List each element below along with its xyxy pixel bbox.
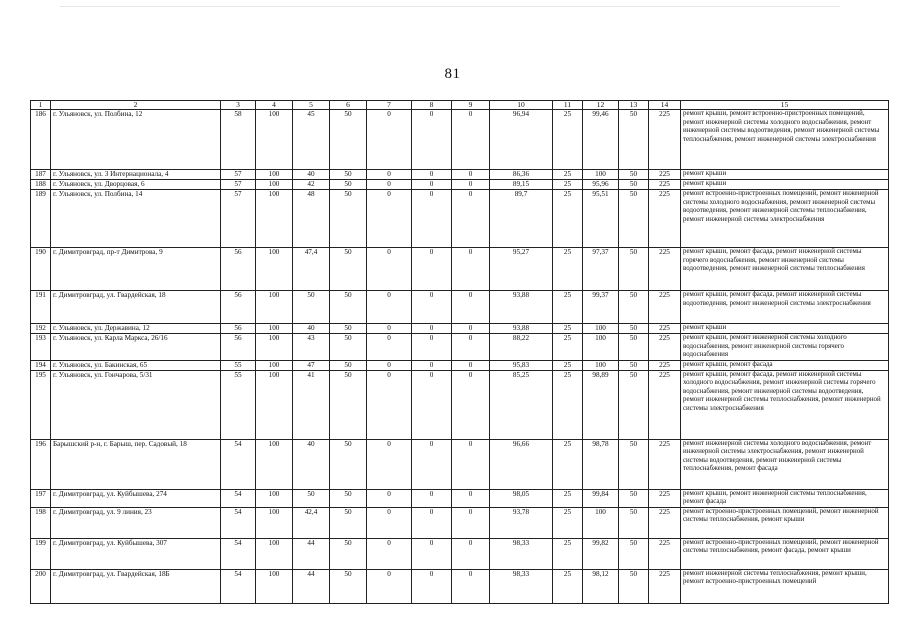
cell-c14: 225 [649, 334, 681, 361]
cell-c10: 93,88 [490, 291, 553, 324]
cell-c11: 25 [553, 360, 583, 370]
cell-c7: 0 [367, 248, 412, 291]
cell-c7: 0 [367, 324, 412, 334]
cell-c7: 0 [367, 538, 412, 569]
cell-c11: 25 [553, 538, 583, 569]
cell-c4: 100 [256, 170, 293, 180]
table-row [31, 439, 889, 489]
cell-c8: 0 [412, 248, 452, 291]
table-row [31, 507, 889, 538]
cell-c8: 0 [412, 324, 452, 334]
row-number-cell: 198 [31, 507, 51, 538]
table-row [31, 110, 889, 170]
address-cell: г. Димитровград, ул. Гвардейская, 18 [51, 291, 221, 324]
cell-c12: 100 [583, 360, 619, 370]
cell-c8: 0 [412, 538, 452, 569]
cell-c7: 0 [367, 110, 412, 170]
cell-c14: 225 [649, 110, 681, 170]
cell-c3: 56 [221, 334, 256, 361]
column-header-7: 7 [367, 101, 412, 110]
cell-c10: 89,7 [490, 190, 553, 248]
cell-c11: 25 [553, 180, 583, 190]
cell-c4: 100 [256, 439, 293, 489]
address-cell: г. Димитровград, ул. Куйбышева, 274 [51, 489, 221, 507]
cell-c5: 48 [293, 190, 330, 248]
work-types-cell: ремонт встроенно-пристроенных помещений, ремонт инженерной системы теплоснабжения, ремонт крыши [681, 507, 889, 538]
address-cell: г. Димитровград, ул. Гвардейская, 18Б [51, 569, 221, 603]
cell-c11: 25 [553, 291, 583, 324]
cell-c6: 50 [330, 170, 367, 180]
cell-c9: 0 [452, 538, 490, 569]
cell-c6: 50 [330, 439, 367, 489]
work-types-cell: ремонт крыши [681, 180, 889, 190]
cell-c9: 0 [452, 439, 490, 489]
cell-c13: 50 [619, 110, 649, 170]
cell-c12: 99,84 [583, 489, 619, 507]
cell-c13: 50 [619, 170, 649, 180]
cell-c3: 54 [221, 439, 256, 489]
cell-c4: 100 [256, 489, 293, 507]
cell-c9: 0 [452, 180, 490, 190]
column-header-9: 9 [452, 101, 490, 110]
cell-c4: 100 [256, 370, 293, 439]
cell-c3: 54 [221, 507, 256, 538]
cell-c6: 50 [330, 370, 367, 439]
column-header-2: 2 [51, 101, 221, 110]
cell-c12: 99,37 [583, 291, 619, 324]
row-number-cell: 189 [31, 190, 51, 248]
cell-c11: 25 [553, 439, 583, 489]
cell-c12: 100 [583, 507, 619, 538]
cell-c3: 54 [221, 538, 256, 569]
cell-c7: 0 [367, 569, 412, 603]
cell-c8: 0 [412, 569, 452, 603]
cell-c8: 0 [412, 370, 452, 439]
cell-c12: 95,51 [583, 190, 619, 248]
cell-c6: 50 [330, 291, 367, 324]
cell-c3: 56 [221, 324, 256, 334]
cell-c8: 0 [412, 190, 452, 248]
cell-c12: 100 [583, 334, 619, 361]
table-row [31, 324, 889, 334]
row-number-cell: 195 [31, 370, 51, 439]
cell-c4: 100 [256, 360, 293, 370]
cell-c7: 0 [367, 507, 412, 538]
cell-c9: 0 [452, 324, 490, 334]
cell-c4: 100 [256, 110, 293, 170]
work-types-cell: ремонт крыши, ремонт встроенно-пристроенных помещений, ремонт инженерной системы холодного водоснабжения, ремонт инженерной системы водоотведения, ремонт инженерной системы теплоснабжения, ремонт инженерной системы электроснабжения [681, 110, 889, 170]
cell-c7: 0 [367, 334, 412, 361]
cell-c6: 50 [330, 489, 367, 507]
cell-c9: 0 [452, 170, 490, 180]
cell-c4: 100 [256, 334, 293, 361]
row-number-cell: 193 [31, 334, 51, 361]
cell-c5: 44 [293, 569, 330, 603]
row-number-cell: 200 [31, 569, 51, 603]
column-header-6: 6 [330, 101, 367, 110]
cell-c14: 225 [649, 360, 681, 370]
table-row [31, 489, 889, 507]
cell-c3: 57 [221, 180, 256, 190]
repair-program-table [30, 100, 889, 604]
cell-c9: 0 [452, 334, 490, 361]
cell-c13: 50 [619, 324, 649, 334]
address-cell: г. Димитровград, пр-т Димитрова, 9 [51, 248, 221, 291]
cell-c8: 0 [412, 489, 452, 507]
cell-c7: 0 [367, 360, 412, 370]
cell-c9: 0 [452, 110, 490, 170]
cell-c11: 25 [553, 110, 583, 170]
column-header-15: 15 [681, 101, 889, 110]
cell-c3: 56 [221, 248, 256, 291]
row-number-cell: 196 [31, 439, 51, 489]
cell-c9: 0 [452, 291, 490, 324]
cell-c12: 95,96 [583, 180, 619, 190]
column-header-11: 11 [553, 101, 583, 110]
cell-c5: 45 [293, 110, 330, 170]
cell-c13: 50 [619, 291, 649, 324]
cell-c13: 50 [619, 370, 649, 439]
cell-c4: 100 [256, 324, 293, 334]
cell-c4: 100 [256, 507, 293, 538]
column-header-13: 13 [619, 101, 649, 110]
address-cell: г. Ульяновск, ул. Гончарова, 5/31 [51, 370, 221, 439]
cell-c6: 50 [330, 538, 367, 569]
cell-c10: 93,88 [490, 324, 553, 334]
cell-c7: 0 [367, 180, 412, 190]
cell-c3: 55 [221, 370, 256, 439]
row-number-cell: 190 [31, 248, 51, 291]
cell-c7: 0 [367, 370, 412, 439]
cell-c10: 85,25 [490, 370, 553, 439]
column-header-14: 14 [649, 101, 681, 110]
cell-c9: 0 [452, 370, 490, 439]
cell-c11: 25 [553, 489, 583, 507]
cell-c5: 47,4 [293, 248, 330, 291]
cell-c9: 0 [452, 190, 490, 248]
address-cell: г. Ульяновск, ул. 3 Интернационала, 4 [51, 170, 221, 180]
work-types-cell: ремонт крыши, ремонт инженерной системы теплоснабжения, ремонт фасада [681, 489, 889, 507]
column-header-4: 4 [256, 101, 293, 110]
cell-c13: 50 [619, 507, 649, 538]
cell-c8: 0 [412, 360, 452, 370]
cell-c10: 88,22 [490, 334, 553, 361]
cell-c5: 43 [293, 334, 330, 361]
cell-c6: 50 [330, 507, 367, 538]
address-cell: г. Димитровград, ул. 9 линия, 23 [51, 507, 221, 538]
work-types-cell: ремонт крыши, ремонт фасада, ремонт инженерной системы холодного водоснабжения, ремонт инженерной системы горячего водоснабжения, ремонт инженерной системы водоотведения, ремонт инженерной системы теплоснабжения, ремонт инженерной системы электроснабжения [681, 370, 889, 439]
cell-c6: 50 [330, 334, 367, 361]
cell-c12: 98,89 [583, 370, 619, 439]
cell-c13: 50 [619, 360, 649, 370]
cell-c12: 99,82 [583, 538, 619, 569]
cell-c12: 99,46 [583, 110, 619, 170]
cell-c12: 100 [583, 324, 619, 334]
cell-c5: 47 [293, 360, 330, 370]
cell-c8: 0 [412, 180, 452, 190]
cell-c5: 40 [293, 324, 330, 334]
cell-c5: 42,4 [293, 507, 330, 538]
row-number-cell: 186 [31, 110, 51, 170]
cell-c9: 0 [452, 569, 490, 603]
row-number-cell: 197 [31, 489, 51, 507]
cell-c8: 0 [412, 439, 452, 489]
cell-c3: 55 [221, 360, 256, 370]
cell-c14: 225 [649, 489, 681, 507]
cell-c14: 225 [649, 248, 681, 291]
cell-c7: 0 [367, 489, 412, 507]
cell-c12: 97,37 [583, 248, 619, 291]
cell-c10: 95,27 [490, 248, 553, 291]
table-row [31, 360, 889, 370]
cell-c14: 225 [649, 190, 681, 248]
cell-c11: 25 [553, 170, 583, 180]
work-types-cell: ремонт крыши, ремонт фасада [681, 360, 889, 370]
cell-c14: 225 [649, 507, 681, 538]
work-types-cell: ремонт инженерной системы холодного водоснабжения, ремонт инженерной системы электроснабжения, ремонт инженерной системы водоотведения, ремонт инженерной системы теплоснабжения, ремонт фасада [681, 439, 889, 489]
page-number: 81 [444, 66, 461, 82]
cell-c6: 50 [330, 110, 367, 170]
table-row [31, 538, 889, 569]
cell-c10: 95,83 [490, 360, 553, 370]
cell-c12: 98,78 [583, 439, 619, 489]
cell-c13: 50 [619, 439, 649, 489]
work-types-cell: ремонт встроенно-пристроенных помещений, ремонт инженерной системы теплоснабжения, ремонт фасада, ремонт крыши [681, 538, 889, 569]
address-cell: Барышский р-н, г. Барыш, пер. Садовый, 18 [51, 439, 221, 489]
table-row [31, 190, 889, 248]
cell-c7: 0 [367, 170, 412, 180]
cell-c9: 0 [452, 248, 490, 291]
address-cell: г. Ульяновск, ул. Полбина, 14 [51, 190, 221, 248]
table-body [31, 110, 889, 604]
cell-c11: 25 [553, 248, 583, 291]
column-header-12: 12 [583, 101, 619, 110]
cell-c13: 50 [619, 334, 649, 361]
cell-c8: 0 [412, 110, 452, 170]
row-number-cell: 199 [31, 538, 51, 569]
cell-c8: 0 [412, 507, 452, 538]
work-types-cell: ремонт крыши, ремонт инженерной системы холодного водоснабжения, ремонт инженерной системы горячего водоснабжения [681, 334, 889, 361]
cell-c11: 25 [553, 334, 583, 361]
address-cell: г. Ульяновск, ул. Бакинская, 65 [51, 360, 221, 370]
cell-c5: 44 [293, 538, 330, 569]
cell-c13: 50 [619, 538, 649, 569]
cell-c7: 0 [367, 190, 412, 248]
cell-c4: 100 [256, 569, 293, 603]
cell-c3: 57 [221, 190, 256, 248]
cell-c5: 50 [293, 291, 330, 324]
work-types-cell: ремонт крыши, ремонт фасада, ремонт инженерной системы горячего водоснабжения, ремонт инженерной системы водоотведения, ремонт инженерной системы теплоснабжения [681, 248, 889, 291]
column-header-10: 10 [490, 101, 553, 110]
cell-c13: 50 [619, 180, 649, 190]
cell-c5: 41 [293, 370, 330, 439]
cell-c4: 100 [256, 538, 293, 569]
table-row [31, 170, 889, 180]
cell-c13: 50 [619, 248, 649, 291]
work-types-cell: ремонт крыши, ремонт фасада, ремонт инженерной системы водоотведения, ремонт инженерной системы электроснабжения [681, 291, 889, 324]
cell-c11: 25 [553, 507, 583, 538]
cell-c6: 50 [330, 190, 367, 248]
cell-c10: 86,36 [490, 170, 553, 180]
address-cell: г. Димитровград, ул. Куйбышева, 307 [51, 538, 221, 569]
cell-c3: 54 [221, 569, 256, 603]
cell-c5: 42 [293, 180, 330, 190]
column-header-1: 1 [31, 101, 51, 110]
table-row [31, 248, 889, 291]
cell-c13: 50 [619, 569, 649, 603]
cell-c10: 98,33 [490, 538, 553, 569]
row-number-cell: 192 [31, 324, 51, 334]
cell-c10: 89,15 [490, 180, 553, 190]
row-number-cell: 187 [31, 170, 51, 180]
cell-c3: 57 [221, 170, 256, 180]
table-row [31, 291, 889, 324]
table-row [31, 370, 889, 439]
cell-c6: 50 [330, 248, 367, 291]
work-types-cell: ремонт крыши [681, 324, 889, 334]
row-number-cell: 191 [31, 291, 51, 324]
row-number-cell: 188 [31, 180, 51, 190]
cell-c9: 0 [452, 360, 490, 370]
cell-c5: 40 [293, 439, 330, 489]
work-types-cell: ремонт встроенно-пристроенных помещений, ремонт инженерной системы холодного водоснабжения, ремонт инженерной системы водоотведения, ремонт инженерной системы теплоснабжения, ремонт инженерной системы электроснабжения [681, 190, 889, 248]
cell-c3: 54 [221, 489, 256, 507]
cell-c12: 100 [583, 170, 619, 180]
cell-c3: 58 [221, 110, 256, 170]
cell-c3: 56 [221, 291, 256, 324]
cell-c7: 0 [367, 439, 412, 489]
cell-c9: 0 [452, 507, 490, 538]
cell-c10: 98,05 [490, 489, 553, 507]
cell-c10: 96,94 [490, 110, 553, 170]
table-row [31, 334, 889, 361]
scan-artifact-top [60, 6, 840, 7]
cell-c8: 0 [412, 334, 452, 361]
cell-c7: 0 [367, 291, 412, 324]
row-number-cell: 194 [31, 360, 51, 370]
cell-c4: 100 [256, 180, 293, 190]
cell-c5: 40 [293, 170, 330, 180]
cell-c6: 50 [330, 569, 367, 603]
cell-c13: 50 [619, 489, 649, 507]
cell-c11: 25 [553, 569, 583, 603]
cell-c14: 225 [649, 324, 681, 334]
work-types-cell: ремонт крыши [681, 170, 889, 180]
work-types-cell: ремонт инженерной системы теплоснабжения, ремонт крыши, ремонт встроенно-пристроенных помещений [681, 569, 889, 603]
column-header-8: 8 [412, 101, 452, 110]
cell-c8: 0 [412, 291, 452, 324]
cell-c11: 25 [553, 324, 583, 334]
cell-c14: 225 [649, 170, 681, 180]
cell-c6: 50 [330, 360, 367, 370]
cell-c14: 225 [649, 439, 681, 489]
table-header [31, 101, 889, 110]
cell-c6: 50 [330, 324, 367, 334]
cell-c14: 225 [649, 538, 681, 569]
address-cell: г. Ульяновск, ул. Дворцовая, 6 [51, 180, 221, 190]
address-cell: г. Ульяновск, ул. Полбина, 12 [51, 110, 221, 170]
cell-c14: 225 [649, 569, 681, 603]
cell-c4: 100 [256, 248, 293, 291]
column-header-5: 5 [293, 101, 330, 110]
column-header-3: 3 [221, 101, 256, 110]
cell-c5: 50 [293, 489, 330, 507]
cell-c9: 0 [452, 489, 490, 507]
address-cell: г. Ульяновск, ул. Карла Маркса, 26/16 [51, 334, 221, 361]
column-number-row [31, 101, 889, 110]
cell-c12: 98,12 [583, 569, 619, 603]
cell-c14: 225 [649, 291, 681, 324]
cell-c10: 98,33 [490, 569, 553, 603]
cell-c10: 93,78 [490, 507, 553, 538]
table-row [31, 569, 889, 603]
cell-c13: 50 [619, 190, 649, 248]
cell-c8: 0 [412, 170, 452, 180]
cell-c4: 100 [256, 190, 293, 248]
cell-c10: 96,66 [490, 439, 553, 489]
cell-c11: 25 [553, 190, 583, 248]
cell-c6: 50 [330, 180, 367, 190]
table-row [31, 180, 889, 190]
cell-c11: 25 [553, 370, 583, 439]
address-cell: г. Ульяновск, ул. Державина, 12 [51, 324, 221, 334]
cell-c14: 225 [649, 180, 681, 190]
cell-c4: 100 [256, 291, 293, 324]
cell-c14: 225 [649, 370, 681, 439]
